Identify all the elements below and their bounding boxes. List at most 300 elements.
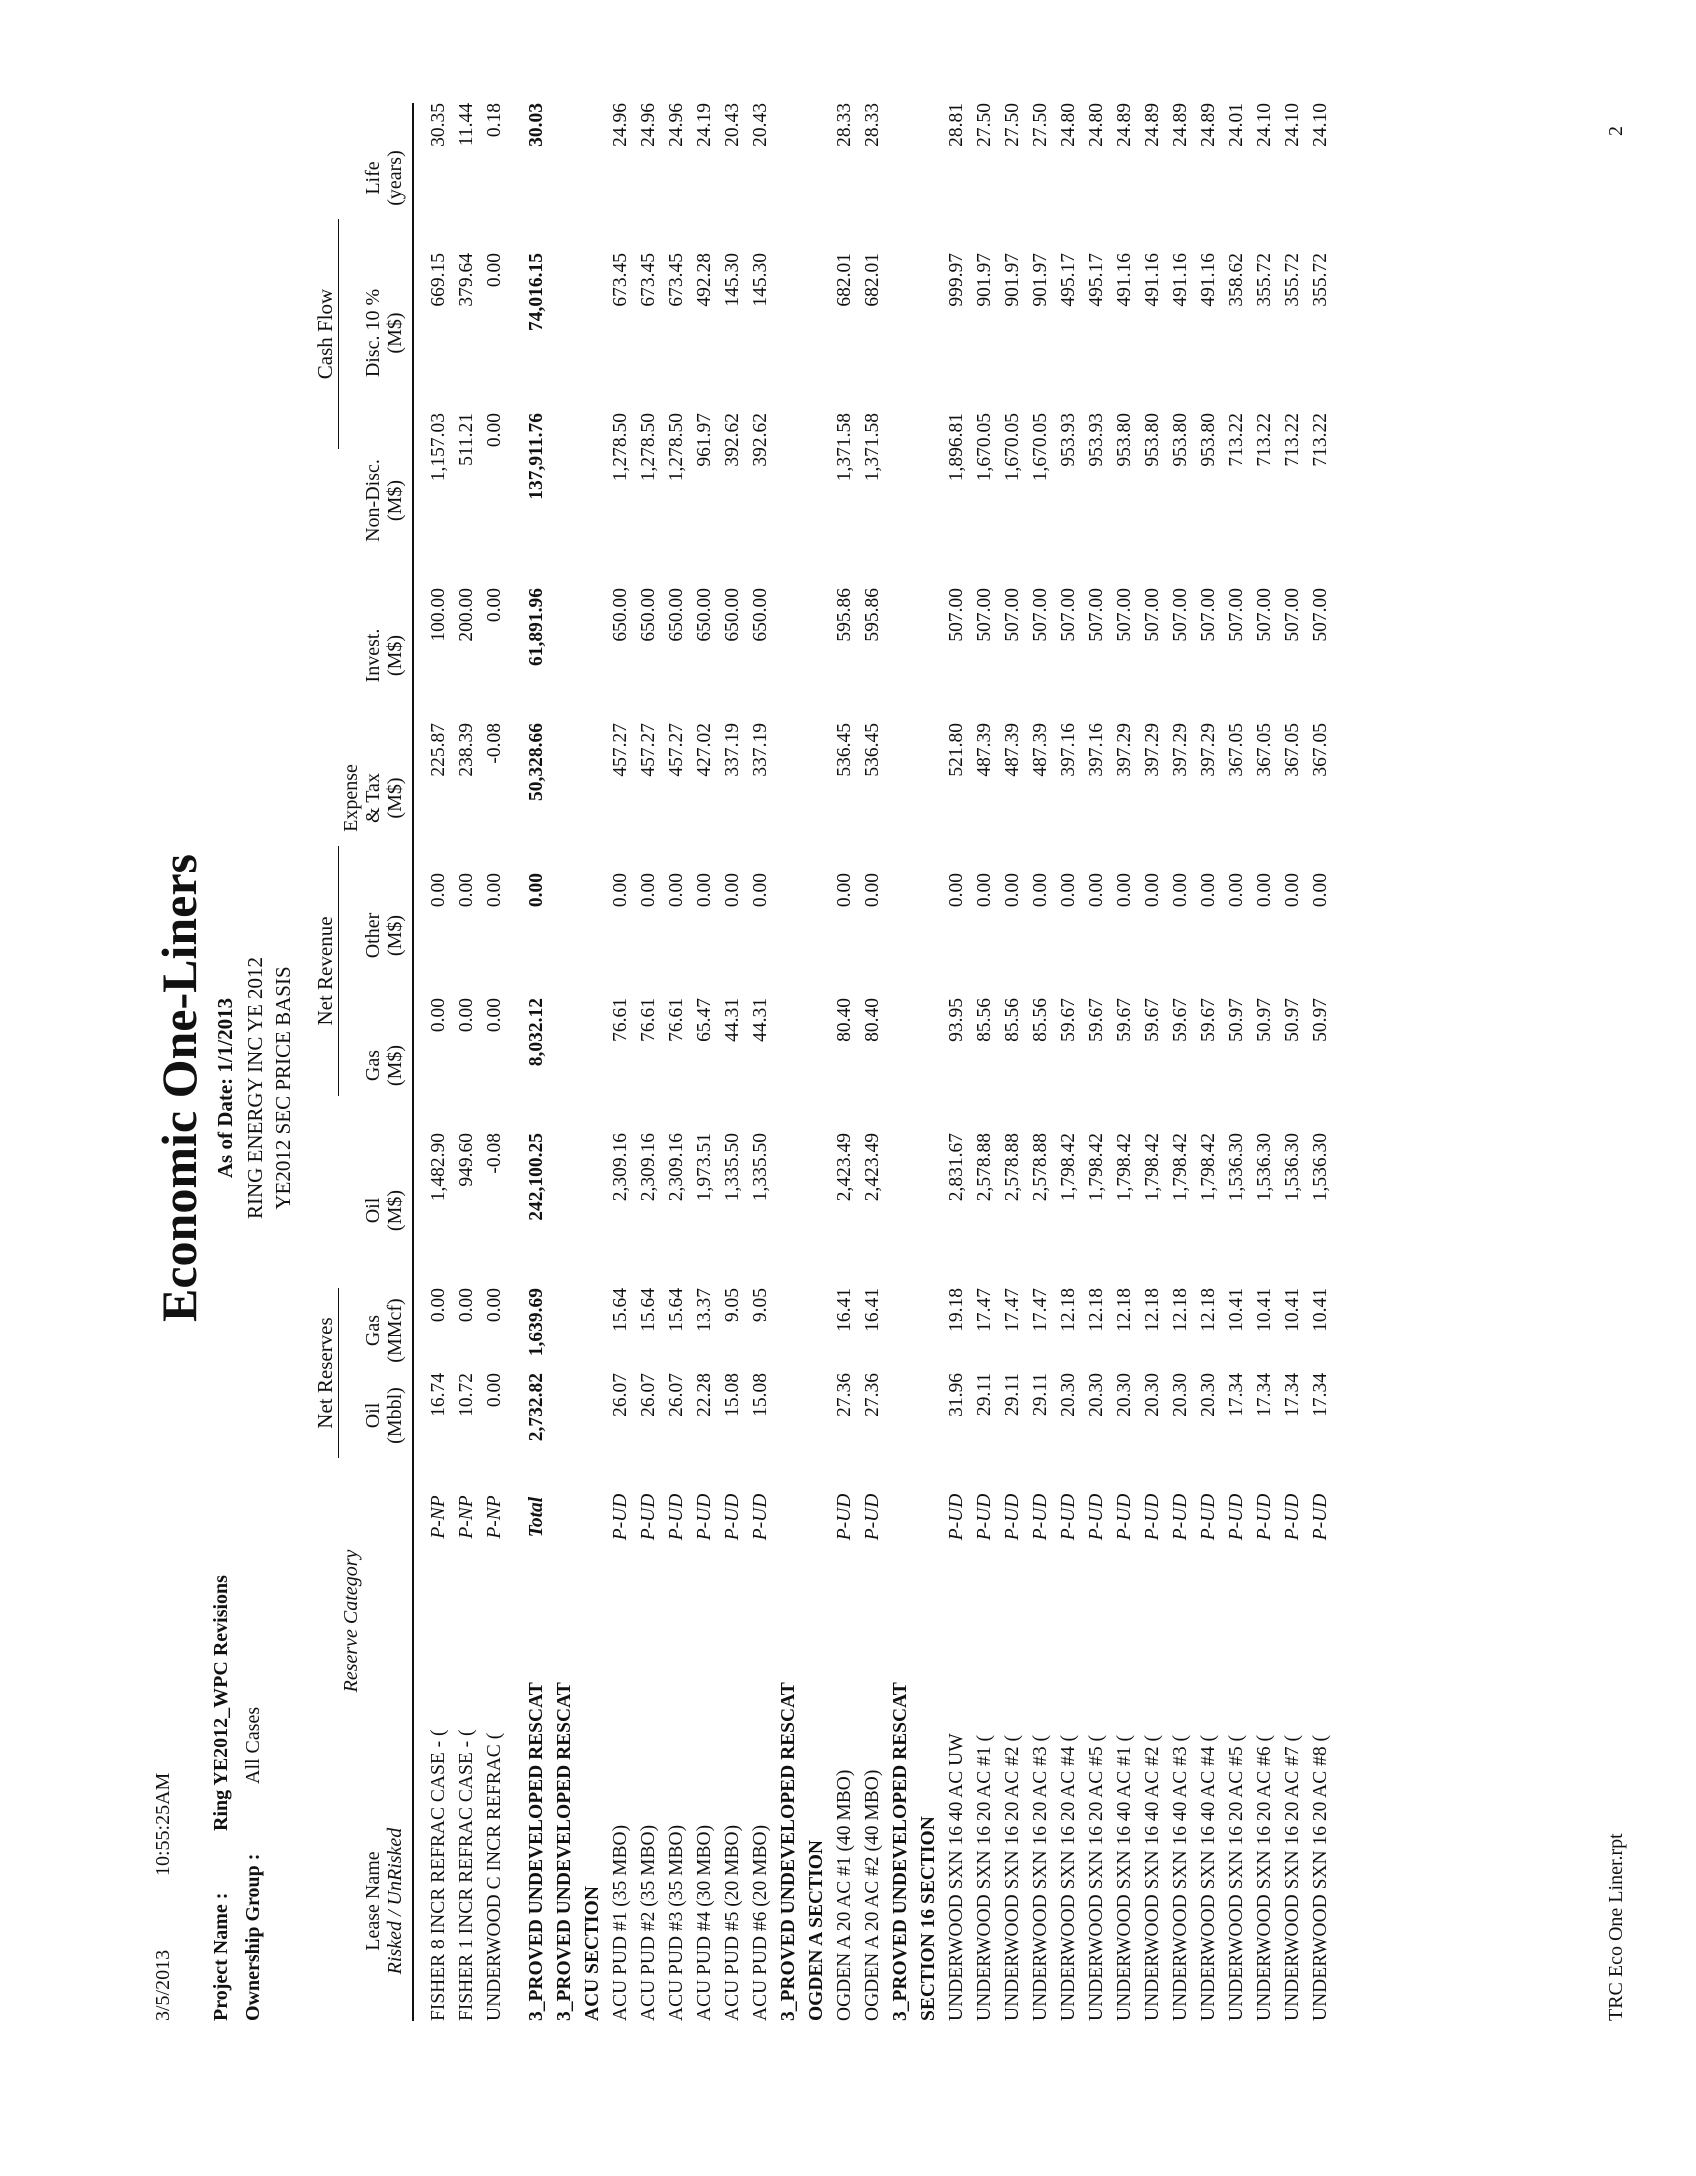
table-row xyxy=(453,103,481,2021)
lease-name: UNDERWOOD SXN 16 20 AC #7 ( xyxy=(1282,1734,1303,2021)
cell-invest: 650.00 xyxy=(722,588,743,642)
cell-life: 28.81 xyxy=(946,103,967,147)
col-lease-name-line2: Risked / UnRisked xyxy=(384,1827,406,1975)
cell-expense-tax: 536.45 xyxy=(834,723,855,777)
cell-other: 0.00 xyxy=(456,873,477,908)
cell-life: 20.43 xyxy=(750,103,771,147)
table-row xyxy=(999,103,1027,2021)
reserve-category: P-UD xyxy=(974,1493,995,1541)
cell-invest: 507.00 xyxy=(1254,588,1275,642)
cell-oil-revenue: 1,973.51 xyxy=(694,1133,715,1202)
table-row xyxy=(1167,103,1195,2021)
table-row xyxy=(1027,103,1055,2021)
cell-invest: 507.00 xyxy=(1170,588,1191,642)
cell-non-disc: 1,670.05 xyxy=(1030,413,1051,482)
cell-gas-reserves: 16.41 xyxy=(862,1288,883,1332)
ownership-label: Ownership Group : xyxy=(242,1853,264,2021)
cell-disc-10: 355.72 xyxy=(1310,253,1331,307)
lease-name: UNDERWOOD SXN 16 40 AC #2 ( xyxy=(1142,1734,1163,2021)
cell-gas-reserves: 15.64 xyxy=(666,1288,687,1332)
col-other-unit: (M$) xyxy=(384,914,406,957)
cell-non-disc: 953.80 xyxy=(1170,413,1191,467)
cell-expense-tax: 367.05 xyxy=(1254,723,1275,777)
cell-oil-reserves: 0.00 xyxy=(484,1373,505,1408)
reserve-category: P-UD xyxy=(862,1493,883,1541)
cell-invest: 650.00 xyxy=(638,588,659,642)
cell-gas-reserves: 9.05 xyxy=(750,1288,771,1323)
cell-oil-reserves: 31.96 xyxy=(946,1373,967,1417)
col-oil-revenue-unit: (M$) xyxy=(384,1189,406,1232)
table-row xyxy=(719,103,747,2021)
cell-invest: 507.00 xyxy=(1058,588,1079,642)
col-oil-reserves xyxy=(362,1373,406,1458)
section-title: 3_PROVED UNDEVELOPED RESCAT xyxy=(778,1682,799,2021)
cell-other: 0.00 xyxy=(484,873,505,908)
col-life xyxy=(362,103,406,253)
col-disc-10-line1: Disc. 10 % xyxy=(362,288,384,378)
cell-expense-tax: 521.80 xyxy=(946,723,967,777)
cell-life: 27.50 xyxy=(1030,103,1051,147)
group-net-revenue: Net Revenue xyxy=(313,916,337,1026)
cell-gas-reserves: 17.47 xyxy=(974,1288,995,1332)
cell-expense-tax: 397.16 xyxy=(1058,723,1079,777)
section-title: 3_PROVED UNDEVELOPED RESCAT xyxy=(890,1682,911,2021)
col-gas-reserves-unit: (MMcf) xyxy=(384,1298,406,1363)
cell-life: 24.01 xyxy=(1226,103,1247,147)
cell-life: 24.10 xyxy=(1254,103,1275,147)
cell-non-disc: 392.62 xyxy=(722,413,743,467)
col-expense-tax-line1: Expense xyxy=(340,764,362,832)
cell-non-disc: 1,896.81 xyxy=(946,413,967,482)
cell-other: 0.00 xyxy=(1226,873,1247,908)
table-row xyxy=(635,103,663,2021)
cell-life: 24.96 xyxy=(666,103,687,147)
cell-gas-revenue: 50.97 xyxy=(1310,998,1331,1042)
cell-gas-revenue: 44.31 xyxy=(722,998,743,1042)
cell-oil-reserves: 20.30 xyxy=(1086,1373,1107,1417)
cell-disc-10: 491.16 xyxy=(1142,253,1163,307)
cell-oil-reserves: 16.74 xyxy=(428,1373,449,1417)
cell-gas-reserves: 12.18 xyxy=(1198,1288,1219,1332)
cell-non-disc: 392.62 xyxy=(750,413,771,467)
page-number: 2 xyxy=(1605,126,1627,136)
cell-expense-tax: 457.27 xyxy=(610,723,631,777)
cell-expense-tax: 397.29 xyxy=(1142,723,1163,777)
cell-other: 0.00 xyxy=(610,873,631,908)
cell-life: 24.89 xyxy=(1114,103,1135,147)
lease-name: ACU PUD #4 (30 MBO) xyxy=(694,1824,715,2021)
cell-gas-revenue: 65.47 xyxy=(694,998,715,1042)
cell-oil-revenue: 1,335.50 xyxy=(750,1133,771,1202)
cell-other: 0.00 xyxy=(1198,873,1219,908)
cell-non-disc: 1,278.50 xyxy=(638,413,659,482)
lease-name: FISHER 8 INCR REFRAC CASE - ( xyxy=(428,1729,449,2021)
cell-oil-reserves: 26.07 xyxy=(638,1373,659,1417)
lease-name: UNDERWOOD SXN 16 20 AC #5 ( xyxy=(1226,1734,1247,2021)
cell-disc-10: 673.45 xyxy=(638,253,659,307)
cell-life: 30.03 xyxy=(526,103,547,147)
cell-invest: 507.00 xyxy=(1030,588,1051,642)
cell-disc-10: 355.72 xyxy=(1254,253,1275,307)
cell-disc-10: 999.97 xyxy=(946,253,967,307)
cell-disc-10: 74,016.15 xyxy=(526,253,547,331)
cell-gas-revenue: 80.40 xyxy=(834,998,855,1042)
cell-invest: 595.86 xyxy=(862,588,883,642)
group-cash-flow-line xyxy=(338,219,339,449)
cell-gas-reserves: 12.18 xyxy=(1058,1288,1079,1332)
cell-life: 24.89 xyxy=(1198,103,1219,147)
cell-other: 0.00 xyxy=(722,873,743,908)
cell-disc-10: 669.15 xyxy=(428,253,449,307)
cell-expense-tax: 238.39 xyxy=(456,723,477,777)
cell-oil-revenue: 1,798.42 xyxy=(1058,1133,1079,1202)
section-name: SECTION 16 SECTION xyxy=(918,1816,939,2021)
cell-gas-reserves: 15.64 xyxy=(610,1288,631,1332)
col-other xyxy=(362,873,406,998)
cell-non-disc: 1,157.03 xyxy=(428,413,449,482)
col-gas-revenue xyxy=(362,998,406,1133)
cell-oil-reserves: 20.30 xyxy=(1058,1373,1079,1417)
cell-gas-revenue: 50.97 xyxy=(1282,998,1303,1042)
cell-oil-revenue: 1,335.50 xyxy=(722,1133,743,1202)
cell-oil-revenue: 1,798.42 xyxy=(1086,1133,1107,1202)
cell-invest: 507.00 xyxy=(1282,588,1303,642)
cell-disc-10: 901.97 xyxy=(1030,253,1051,307)
cell-gas-reserves: 10.41 xyxy=(1226,1288,1247,1332)
lease-name: UNDERWOOD SXN 16 20 AC #8 ( xyxy=(1310,1734,1331,2021)
cell-life: 30.35 xyxy=(428,103,449,147)
cell-invest: 200.00 xyxy=(456,588,477,642)
lease-name: UNDERWOOD SXN 16 20 AC #1 ( xyxy=(974,1734,995,2021)
cell-life: 24.80 xyxy=(1086,103,1107,147)
col-life-unit: (years) xyxy=(384,150,406,206)
col-other-line1: Other xyxy=(362,912,384,959)
table-row xyxy=(831,103,859,2021)
lease-name: OGDEN A 20 AC #1 (40 MBO) xyxy=(834,1769,855,2021)
lease-name: UNDERWOOD SXN 16 20 AC #6 ( xyxy=(1254,1734,1275,2021)
reserve-category: P-UD xyxy=(1086,1493,1107,1541)
cell-life: 20.43 xyxy=(722,103,743,147)
cell-life: 24.96 xyxy=(638,103,659,147)
cell-oil-reserves: 27.36 xyxy=(834,1373,855,1417)
reserve-category: P-UD xyxy=(1310,1493,1331,1541)
table-row xyxy=(747,103,775,2021)
cell-gas-reserves: 16.41 xyxy=(834,1288,855,1332)
cell-life: 11.44 xyxy=(456,103,477,147)
cell-oil-revenue: 2,423.49 xyxy=(862,1133,883,1202)
cell-non-disc: 1,670.05 xyxy=(1002,413,1023,482)
lease-name: UNDERWOOD SXN 16 20 AC #4 ( xyxy=(1058,1734,1079,2021)
cell-life: 28.33 xyxy=(834,103,855,147)
report-date: 3/5/2013 xyxy=(152,1949,174,2021)
col-lease-name xyxy=(362,1801,406,2001)
cell-other: 0.00 xyxy=(834,873,855,908)
cell-oil-reserves: 27.36 xyxy=(862,1373,883,1417)
cell-non-disc: 953.80 xyxy=(1142,413,1163,467)
cell-gas-revenue: 0.00 xyxy=(428,998,449,1033)
cell-disc-10: 673.45 xyxy=(666,253,687,307)
cell-oil-reserves: 10.72 xyxy=(456,1373,477,1417)
cell-invest: 507.00 xyxy=(1002,588,1023,642)
cell-disc-10: 491.16 xyxy=(1198,253,1219,307)
section-heading xyxy=(803,103,831,2021)
cell-gas-revenue: 44.31 xyxy=(750,998,771,1042)
cell-expense-tax: 397.29 xyxy=(1114,723,1135,777)
cell-non-disc: 953.93 xyxy=(1086,413,1107,467)
cell-other: 0.00 xyxy=(526,873,547,908)
cell-expense-tax: 487.39 xyxy=(974,723,995,777)
cell-oil-revenue: 1,536.30 xyxy=(1254,1133,1275,1202)
section-title: 3_PROVED UNDEVELOPED RESCAT xyxy=(554,1682,575,2021)
cell-invest: 650.00 xyxy=(694,588,715,642)
cell-gas-revenue: 93.95 xyxy=(946,998,967,1042)
cell-expense-tax: 487.39 xyxy=(1030,723,1051,777)
col-gas-reserves xyxy=(362,1288,406,1373)
report-time: 10:55:25AM xyxy=(152,1772,174,1876)
lease-name: UNDERWOOD SXN 16 20 AC #5 ( xyxy=(1086,1734,1107,2021)
cell-gas-revenue: 59.67 xyxy=(1142,998,1163,1042)
cell-non-disc: 1,278.50 xyxy=(666,413,687,482)
cell-gas-revenue: 59.67 xyxy=(1170,998,1191,1042)
reserve-category: P-UD xyxy=(638,1493,659,1541)
cell-other: 0.00 xyxy=(1170,873,1191,908)
lease-name: 3_PROVED UNDEVELOPED RESCAT xyxy=(526,1682,547,2021)
cell-other: 0.00 xyxy=(974,873,995,908)
cell-non-disc: 953.93 xyxy=(1058,413,1079,467)
cell-oil-revenue: 2,309.16 xyxy=(666,1133,687,1202)
cell-invest: 650.00 xyxy=(666,588,687,642)
cell-gas-revenue: 50.97 xyxy=(1226,998,1247,1042)
total-row xyxy=(523,103,551,2021)
cell-life: 24.89 xyxy=(1170,103,1191,147)
cell-disc-10: 379.64 xyxy=(456,253,477,307)
cell-disc-10: 0.00 xyxy=(484,253,505,288)
lease-name: UNDERWOOD SXN 16 40 AC #3 ( xyxy=(1170,1734,1191,2021)
cell-invest: 650.00 xyxy=(750,588,771,642)
cell-oil-revenue: 1,798.42 xyxy=(1114,1133,1135,1202)
cell-gas-revenue: 76.61 xyxy=(610,998,631,1042)
cell-non-disc: 713.22 xyxy=(1282,413,1303,467)
cell-other: 0.00 xyxy=(1002,873,1023,908)
lease-name: ACU PUD #6 (20 MBO) xyxy=(750,1824,771,2021)
col-gas-reserves-line1: Gas xyxy=(362,1314,384,1347)
cell-gas-revenue: 59.67 xyxy=(1198,998,1219,1042)
project-name: Ring YE2012_WPC Revisions xyxy=(210,1575,232,1831)
cell-gas-revenue: 85.56 xyxy=(1002,998,1023,1042)
cell-life: 24.89 xyxy=(1142,103,1163,147)
cell-oil-reserves: 26.07 xyxy=(610,1373,631,1417)
section-heading xyxy=(775,103,803,2021)
page-title: Economic One-Liners xyxy=(151,853,207,1323)
project-label: Project Name : xyxy=(210,1892,232,2021)
cell-oil-reserves: 2,732.82 xyxy=(526,1373,547,1442)
col-gas-revenue-unit: (M$) xyxy=(384,1044,406,1087)
cell-gas-revenue: 85.56 xyxy=(974,998,995,1042)
section-name: OGDEN A SECTION xyxy=(806,1840,827,2021)
table-row xyxy=(859,103,887,2021)
reserve-category: Total xyxy=(526,1496,547,1538)
cell-life: 24.80 xyxy=(1058,103,1079,147)
cell-disc-10: 145.30 xyxy=(750,253,771,307)
cell-oil-revenue: 1,798.42 xyxy=(1198,1133,1219,1202)
cell-other: 0.00 xyxy=(1282,873,1303,908)
cell-gas-reserves: 0.00 xyxy=(456,1288,477,1323)
cell-gas-reserves: 0.00 xyxy=(428,1288,449,1323)
cell-gas-revenue: 85.56 xyxy=(1030,998,1051,1042)
lease-name: OGDEN A 20 AC #2 (40 MBO) xyxy=(862,1769,883,2021)
col-invest-line1: Invest. xyxy=(362,628,384,683)
cell-disc-10: 358.62 xyxy=(1226,253,1247,307)
cell-life: 24.19 xyxy=(694,103,715,147)
cell-non-disc: 713.22 xyxy=(1254,413,1275,467)
cell-expense-tax: 337.19 xyxy=(750,723,771,777)
one-liners-table xyxy=(425,103,1335,2021)
cell-gas-reserves: 19.18 xyxy=(946,1288,967,1332)
row-gap xyxy=(509,103,523,2021)
reserve-category: P-UD xyxy=(1114,1493,1135,1541)
group-cash-flow: Cash Flow xyxy=(313,288,337,380)
cell-life: 27.50 xyxy=(1002,103,1023,147)
table-row xyxy=(425,103,453,2021)
lease-name: UNDERWOOD C INCR REFRAC ( xyxy=(484,1732,505,2021)
reserve-category: P-UD xyxy=(1198,1493,1219,1541)
cell-gas-reserves: 10.41 xyxy=(1310,1288,1331,1332)
price-basis: YE2012 SEC PRICE BASIS xyxy=(271,966,295,1210)
cell-non-disc: 1,278.50 xyxy=(610,413,631,482)
cell-life: 24.96 xyxy=(610,103,631,147)
cell-expense-tax: 367.05 xyxy=(1226,723,1247,777)
table-row xyxy=(1251,103,1279,2021)
cell-gas-reserves: 10.41 xyxy=(1282,1288,1303,1332)
lease-name: UNDERWOOD SXN 16 40 AC #4 ( xyxy=(1198,1734,1219,2021)
cell-oil-revenue: 2,831.67 xyxy=(946,1133,967,1202)
cell-life: 28.33 xyxy=(862,103,883,147)
table-row xyxy=(1195,103,1223,2021)
table-row xyxy=(1055,103,1083,2021)
cell-invest: 650.00 xyxy=(610,588,631,642)
cell-gas-reserves: 17.47 xyxy=(1002,1288,1023,1332)
cell-life: 27.50 xyxy=(974,103,995,147)
col-oil-reserves-line1: Oil xyxy=(362,1402,384,1429)
cell-gas-revenue: 0.00 xyxy=(484,998,505,1033)
cell-disc-10: 673.45 xyxy=(610,253,631,307)
reserve-category: P-UD xyxy=(1030,1493,1051,1541)
cell-oil-reserves: 22.28 xyxy=(694,1373,715,1417)
cell-other: 0.00 xyxy=(1114,873,1135,908)
cell-expense-tax: 457.27 xyxy=(666,723,687,777)
reserve-category: P-UD xyxy=(1282,1493,1303,1541)
cell-oil-reserves: 20.30 xyxy=(1142,1373,1163,1417)
cell-invest: 507.00 xyxy=(1226,588,1247,642)
cell-other: 0.00 xyxy=(1142,873,1163,908)
cell-expense-tax: 397.16 xyxy=(1086,723,1107,777)
cell-expense-tax: -0.08 xyxy=(484,723,505,764)
section-name: ACU SECTION xyxy=(582,1886,603,2021)
cell-other: 0.00 xyxy=(666,873,687,908)
table-row xyxy=(971,103,999,2021)
cell-gas-reserves: 1,639.69 xyxy=(526,1288,547,1357)
cell-oil-reserves: 26.07 xyxy=(666,1373,687,1417)
cell-invest: 507.00 xyxy=(946,588,967,642)
cell-non-disc: 953.80 xyxy=(1114,413,1135,467)
cell-invest: 0.00 xyxy=(484,588,505,623)
cell-oil-revenue: 1,798.42 xyxy=(1170,1133,1191,1202)
cell-expense-tax: 367.05 xyxy=(1310,723,1331,777)
table-row xyxy=(1111,103,1139,2021)
reserve-category: P-NP xyxy=(456,1495,477,1539)
reserve-category: P-UD xyxy=(1254,1493,1275,1541)
cell-other: 0.00 xyxy=(1310,873,1331,908)
cell-non-disc: 713.22 xyxy=(1310,413,1331,467)
cell-oil-revenue: 2,578.88 xyxy=(1002,1133,1023,1202)
lease-name: UNDERWOOD SXN 16 40 AC #1 ( xyxy=(1114,1734,1135,2021)
cell-gas-reserves: 10.41 xyxy=(1254,1288,1275,1332)
cell-oil-reserves: 17.34 xyxy=(1310,1373,1331,1417)
cell-expense-tax: 457.27 xyxy=(638,723,659,777)
cell-invest: 507.00 xyxy=(1198,588,1219,642)
table-row xyxy=(663,103,691,2021)
cell-gas-revenue: 59.67 xyxy=(1058,998,1079,1042)
cell-expense-tax: 367.05 xyxy=(1282,723,1303,777)
section-heading xyxy=(579,103,607,2021)
cell-gas-reserves: 12.18 xyxy=(1142,1288,1163,1332)
lease-name: UNDERWOOD SXN 16 40 AC UW xyxy=(946,1733,967,2021)
cell-expense-tax: 50,328.66 xyxy=(526,723,547,801)
company-name: RING ENERGY INC YE 2012 xyxy=(243,956,267,1220)
cell-disc-10: 901.97 xyxy=(974,253,995,307)
col-oil-revenue-line1: Oil xyxy=(362,1197,384,1224)
cell-disc-10: 355.72 xyxy=(1282,253,1303,307)
cell-disc-10: 491.16 xyxy=(1114,253,1135,307)
cell-gas-reserves: 13.37 xyxy=(694,1288,715,1332)
reserve-category: P-UD xyxy=(1058,1493,1079,1541)
cell-oil-revenue: 2,578.88 xyxy=(974,1133,995,1202)
reserve-category: P-NP xyxy=(484,1495,505,1539)
cell-oil-reserves: 20.30 xyxy=(1198,1373,1219,1417)
col-expense-tax xyxy=(340,723,406,873)
cell-invest: 595.86 xyxy=(834,588,855,642)
cell-other: 0.00 xyxy=(862,873,883,908)
cell-non-disc: 1,371.58 xyxy=(834,413,855,482)
lease-name: UNDERWOOD SXN 16 20 AC #3 ( xyxy=(1030,1734,1051,2021)
lease-name: ACU PUD #5 (20 MBO) xyxy=(722,1824,743,2021)
col-lease-name-line1: Lease Name xyxy=(362,1851,384,1951)
reserve-category: P-UD xyxy=(694,1493,715,1541)
cell-invest: 507.00 xyxy=(1142,588,1163,642)
table-row xyxy=(943,103,971,2021)
report-file-name: TRC Eco One Liner.rpt xyxy=(1605,1833,1627,2021)
cell-oil-revenue: 949.60 xyxy=(456,1133,477,1187)
col-reserve-category: Reserve Category xyxy=(340,1549,362,1693)
cell-oil-reserves: 29.11 xyxy=(1002,1373,1023,1417)
col-oil-reserves-unit: (Mbbl) xyxy=(384,1387,406,1444)
cell-disc-10: 901.97 xyxy=(1002,253,1023,307)
cell-other: 0.00 xyxy=(750,873,771,908)
table-row xyxy=(691,103,719,2021)
col-expense-tax-line2: & Tax xyxy=(362,773,384,823)
table-row xyxy=(1139,103,1167,2021)
cell-oil-reserves: 17.34 xyxy=(1254,1373,1275,1417)
cell-gas-reserves: 0.00 xyxy=(484,1288,505,1323)
reserve-category: P-UD xyxy=(1142,1493,1163,1541)
col-gas-revenue-line1: Gas xyxy=(362,1049,384,1082)
cell-gas-revenue: 0.00 xyxy=(456,998,477,1033)
lease-name: ACU PUD #1 (35 MBO) xyxy=(610,1824,631,2021)
cell-other: 0.00 xyxy=(694,873,715,908)
cell-oil-revenue: 242,100.25 xyxy=(526,1133,547,1221)
cell-disc-10: 145.30 xyxy=(722,253,743,307)
col-non-disc-line1: Non-Disc. xyxy=(362,459,384,542)
